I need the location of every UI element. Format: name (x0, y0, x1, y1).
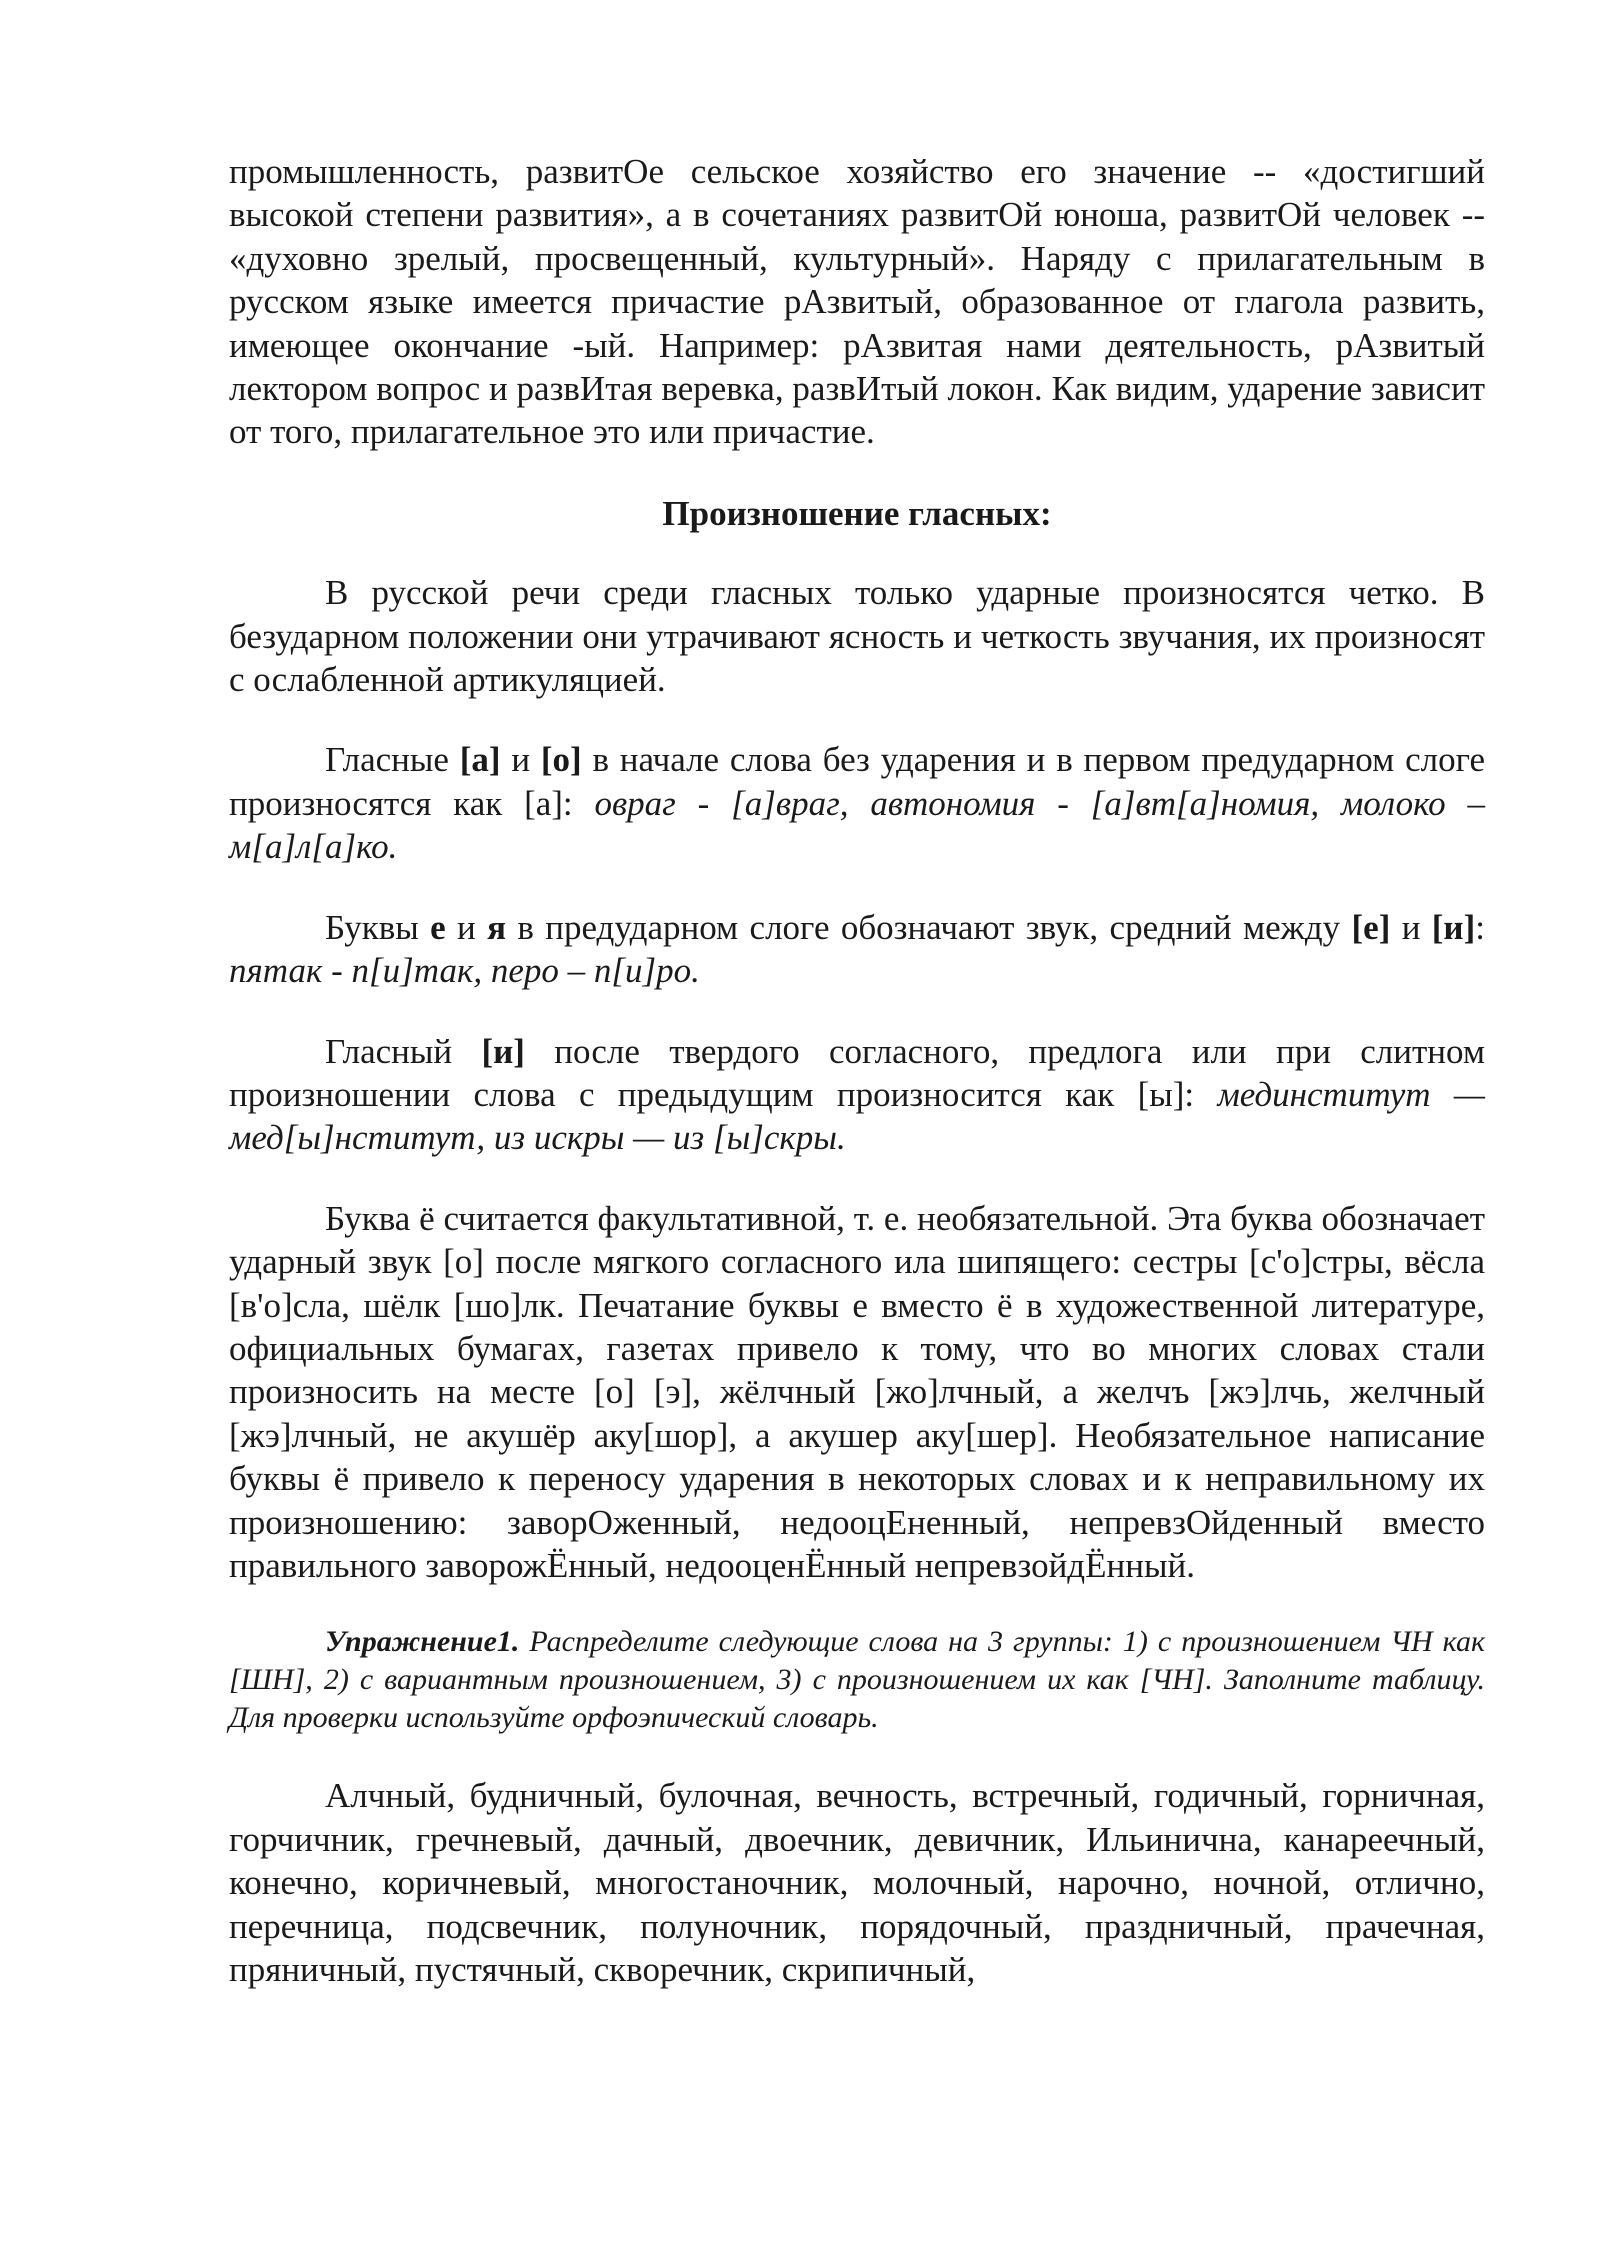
section-heading: Произношение гласных: (662, 493, 1052, 533)
word-list: Алчный, будничный, булочная, вечность, встречный, годичный, горничная, горчичник, гречневый, дачный, двоечник, девичник, Ильинична, канареечный, конечно, коричневый, многостаночник, молочный, нарочно, ночной, отлично, перечница, подсвечник, полуночник, порядочный, праздничный, прачечная, пряничный, пустячный, скворечник, скрипичный, (229, 1776, 1485, 1989)
paragraph-vowels: В русской речи среди гласных только ударные произносятся четко. В безударном положении они утрачивают ясность и четкость звучания, их произносят с ослабленной артикуляцией. (229, 573, 1485, 700)
paragraph-e-ya (229, 906, 1485, 993)
text-segment: Буквы (325, 907, 431, 947)
text-segment: и (500, 740, 541, 780)
bold-sound-o: [о] (540, 740, 582, 780)
bold-letter-e: е (430, 907, 446, 947)
bold-sound-a: [а] (459, 740, 501, 780)
bold-sound-e: [е] (1351, 907, 1391, 947)
bold-sound-i: [и] (481, 1031, 525, 1071)
italic-examples: овраг - [а]враг, автономия - [а]вт[а]номия, молоко – м[а]л[а]ко. (229, 783, 1485, 867)
document-page (229, 150, 1485, 1991)
text-segment: в предударном слоге обозначают звук, средний между (506, 907, 1352, 947)
paragraph-intro: промышленность, развитОе сельское хозяйство его значение -- «достигший высокой степени развития», а в сочетаниях развитОй юноша, развитОй человек -- «духовно зрелый, просвещенный, культурный». Наряду с прилагательным в русском языке имеется причастие рАзвитый, образованное от глагола развить, имеющее окончание -ый. Например: рАзвитая нами деятельность, рАзвитый лектором вопрос и развИтая веревка, развИтый локон. Как видим, ударение зависит от того, прилагательное это или причастие. (229, 152, 1485, 452)
text-segment: в начале слова без ударения и в первом предударном слоге произносятся как [а]: (229, 740, 1486, 823)
exercise-label: Упражнение1. (325, 1625, 520, 1659)
exercise-text: Распределите следующие слова на 3 группы: 1) с произношением ЧН как [ШН], 2) с вариантным произношением, 3) с произношением их как [ЧН]. Заполните таблицу. Для проверки используйте орфоэпический словарь. (229, 1625, 1485, 1735)
text-segment: и (445, 907, 488, 947)
text-segment: после твердого согласного, предлога или при слитном произношении слова с предыдущим произносится как [ы]: (229, 1031, 1485, 1114)
text-segment: Гласный (325, 1031, 482, 1071)
exercise-instruction (229, 1623, 1485, 1737)
paragraph-yo: Буква ё считается факультативной, т. е. необязательной. Эта буква обозначает ударный звук [о] после мягкого согласного ила шипящего: сестры [с'о]стры, вёсла [в'о]сла, шёлк [шо]лк. Печатание буквы е вместо ё в художественной литературе, официальных бумагах, газетах привело к тому, что во многих словах стали произносить на месте [о] [э], жёлчный [жо]лчный, а желчъ [жэ]лчь, желчный [жэ]лчный, не акушёр аку[шор], а акушер аку[шер]. Необязательное написание буквы ё привело к переносу ударения в некоторых словах и к неправильному их произношению: заворОженный, недооцЕненный, непревзОйденный вместо правильного заворожЁнный, недооценЁнный непревзойдЁнный. (229, 1198, 1485, 1585)
paragraph-a-o (229, 738, 1485, 868)
bold-sound-i: [и] (1431, 907, 1476, 947)
text-segment: и (1390, 907, 1432, 947)
text-segment: : (1475, 907, 1485, 947)
italic-examples: мединститут — мед[ы]нститут, из искры — из [ы]скры. (229, 1074, 1485, 1158)
text-segment: Гласные (325, 740, 460, 780)
bold-letter-ya: я (487, 907, 507, 947)
paragraph-i (229, 1030, 1485, 1160)
italic-examples: пятак - п[и]так, перо – п[и]ро. (229, 951, 700, 991)
